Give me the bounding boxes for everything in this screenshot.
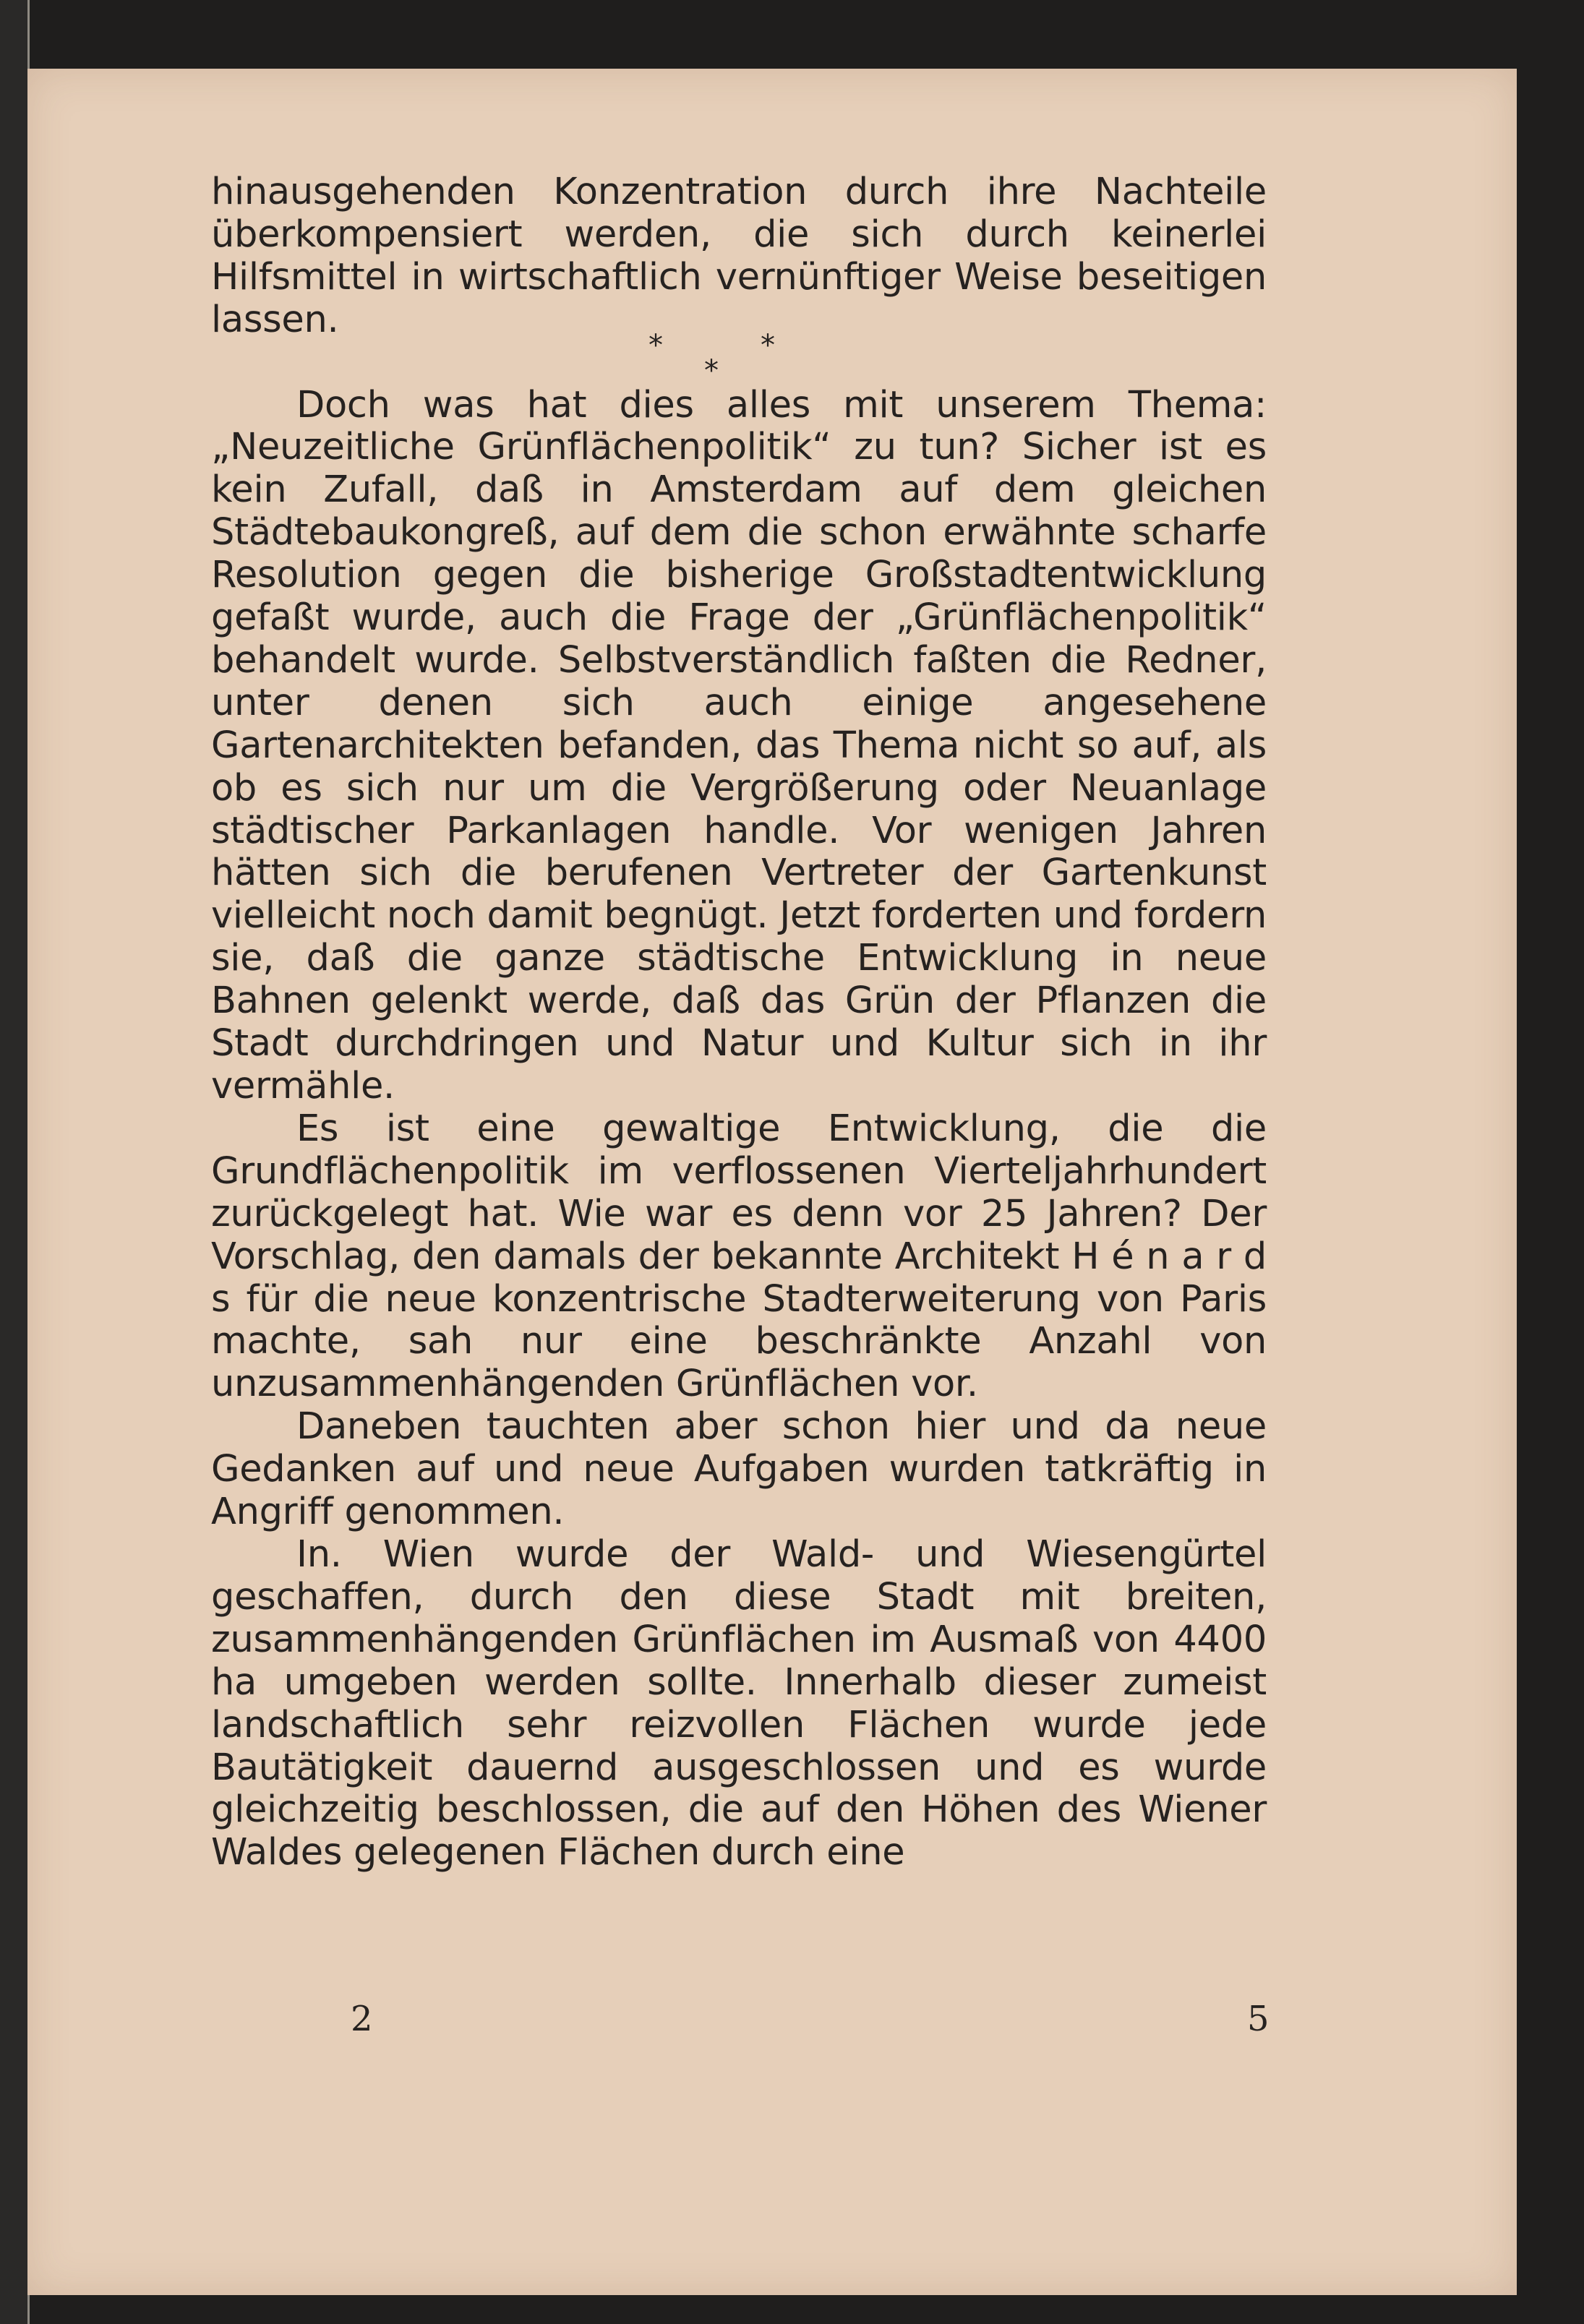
section-break-asterisk-bottom: *: [704, 353, 719, 387]
book-spine: [0, 0, 30, 2324]
paragraph-5: In. Wien wurde der Wald- und Wiesengürtel geschaffen, durch den diese Stadt mit breiten, zusammenhängenden Grünflächen im Ausmaß von 4400 ha umgeben werden sollte. Innerhalb dieser zumeist landschaftlich sehr reizvollen Flächen wurde jede Bautätigkeit dauernd ausgeschlossen und es wurde gleichzeitig beschlossen, die auf den Höhen des Wiener Waldes gelegenen Flächen durch eine: [211, 1532, 1267, 1874]
section-break-asterisk-right: *: [761, 328, 775, 362]
section-break: [211, 328, 1267, 387]
section-break-asterisk-left: *: [648, 328, 663, 362]
paragraph-4: Daneben tauchten aber schon hier und da neue Gedanken auf und neue Aufgaben wurden tatkräftig in Angriff genommen.: [211, 1405, 1267, 1534]
paragraph-2: Doch was hat dies alles mit unserem Thema: „Neuzeitliche Grünflächenpolitik“ zu tun? Sicher ist es kein Zufall, daß in Amsterdam auf dem gleichen Städtebaukongreß, auf dem die schon erwähnte scharfe Resolution gegen die bisherige Großstadtentwicklung gefaßt wurde, auch die Frage der „Grünflächenpolitik“ behandelt wurde. Selbstverständlich faßten die Redner, unter denen sich auch einige angesehene Gartenarchitekten befanden, das Thema nicht so auf, als ob es sich nur um die Vergrößerung oder Neuanlage städtischer Parkanlagen handle. Vor wenigen Jahren hätten sich die berufenen Vertreter der Gartenkunst vielleicht noch damit begnügt. Jetzt forderten und fordern sie, daß die ganze städtische Entwicklung in neue Bahnen gelenkt werde, daß das Grün der Pflanzen die Stadt durchdringen und Natur und Kultur sich in ihr vermähle.: [211, 383, 1267, 1108]
paragraph-1: hinausgehenden Konzentration durch ihre Nachteile überkompensiert werden, die sich durch keinerlei Hilfsmittel in wirtschaftlich vernünftiger Weise beseitigen lassen.: [211, 171, 1267, 341]
page-text: [211, 171, 1267, 1874]
page-number-left: 2: [351, 1999, 373, 2039]
page-number-right: 5: [1247, 1999, 1270, 2039]
paragraph-3: Es ist eine gewaltige Entwicklung, die die Grundflächenpolitik im verflossenen Vierteljahrhundert zurückgelegt hat. Wie war es denn vor 25 Jahren? Der Vorschlag, den damals der bekannte Architekt H é n a r d s für die neue konzentrische Stadterweiterung von Paris machte, sah nur eine beschränkte Anzahl von unzusammenhängenden Grünflächen vor.: [211, 1107, 1267, 1406]
